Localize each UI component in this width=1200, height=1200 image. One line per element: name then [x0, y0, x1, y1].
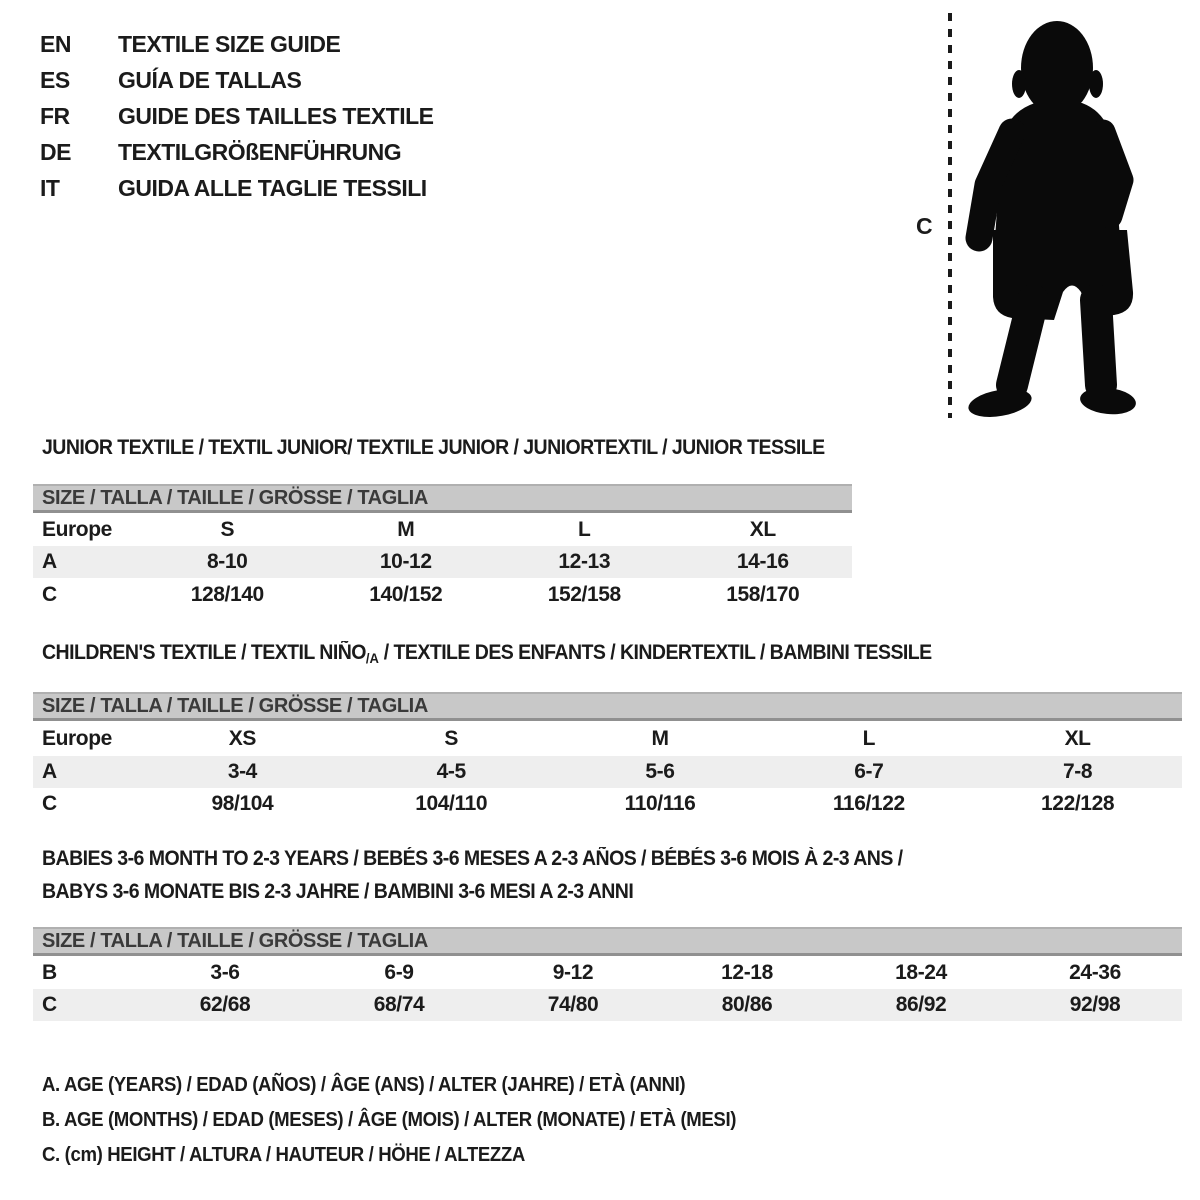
children-height-row — [33, 788, 1182, 820]
value-cell: 12-18 — [721, 960, 773, 984]
value-cell: 80/86 — [721, 993, 773, 1016]
language-row-it — [40, 170, 434, 206]
value-cell: 6-9 — [384, 960, 414, 984]
value-cell: 92/98 — [1069, 993, 1121, 1016]
value-cell: 6-7 — [854, 760, 884, 783]
row-label-cell: A — [42, 550, 57, 573]
value-cell: 7-8 — [1063, 760, 1093, 783]
language-code: ES — [40, 67, 70, 93]
children-title-sub: /A — [365, 650, 379, 666]
junior-sizes-row — [33, 513, 852, 546]
legend-line-b-text: B. AGE (MONTHS) / EDAD (MESES) / ÂGE (MOIS) / ALTER (MONATE) / ETÀ (MESI) — [42, 1109, 737, 1131]
babies-size-table — [33, 956, 1182, 1021]
toddler-shape — [966, 21, 1137, 421]
language-row-de — [40, 134, 434, 170]
value-cell: 12-13 — [558, 550, 611, 573]
size-cell: L — [862, 726, 875, 750]
language-code: FR — [40, 103, 70, 129]
row-label-cell: C — [42, 582, 57, 606]
language-row-en — [40, 26, 434, 62]
region-cell: Europe — [42, 726, 112, 750]
junior-section-title — [42, 436, 884, 460]
value-cell: 4-5 — [436, 760, 466, 783]
children-age-row — [33, 756, 1182, 788]
value-cell: 152/158 — [547, 582, 621, 606]
value-cell: 140/152 — [369, 582, 443, 606]
babies-title-line1-text: BABIES 3-6 MONTH TO 2-3 YEARS / BEBÉS 3-6 MESES A 2-3 AÑOS / BÉBÉS 3-6 MOIS À 2-3 ANS / — [42, 847, 903, 870]
language-row-fr — [40, 98, 434, 134]
language-row-es — [40, 62, 434, 98]
value-cell: 104/110 — [415, 792, 488, 815]
value-cell: 158/170 — [726, 582, 800, 606]
legend-line-c-text: C. (cm) HEIGHT / ALTURA / HAUTEUR / HÖHE / ALTEZZA — [42, 1144, 525, 1166]
value-cell: 62/68 — [199, 993, 251, 1016]
region-cell: Europe — [42, 517, 112, 541]
value-cell: 9-12 — [552, 960, 594, 984]
language-code: EN — [40, 31, 71, 57]
value-cell: 122/128 — [1041, 792, 1115, 815]
value-cell: 5-6 — [645, 760, 675, 783]
row-label-cell: A — [42, 760, 57, 783]
legend-line-b — [42, 1103, 788, 1138]
babies-title-line2-text: BABYS 3-6 MONATE BIS 2-3 JAHRE / BAMBINI 3-6 MESI A 2-3 ANNI — [42, 880, 634, 903]
size-cell: L — [578, 517, 591, 541]
size-cell: S — [444, 726, 458, 750]
size-cell: XL — [1064, 726, 1091, 750]
height-measure-label: C — [916, 213, 933, 239]
legend-line-a — [42, 1068, 788, 1103]
language-title: GUÍA DE TALLAS — [118, 67, 302, 93]
value-cell: 24-36 — [1069, 960, 1121, 984]
babies-months-row — [33, 956, 1182, 989]
junior-height-row — [33, 578, 852, 611]
junior-size-table — [33, 513, 852, 611]
size-cell: M — [397, 517, 415, 541]
children-section-title-text — [42, 641, 932, 665]
size-cell: XL — [749, 517, 776, 541]
value-cell: 3-6 — [210, 960, 240, 984]
babies-size-header-bar: SIZE / TALLA / TAILLE / GRÖSSE / TAGLIA — [33, 927, 1182, 956]
babies-section-title-line1 — [42, 847, 967, 871]
value-cell: 3-4 — [227, 760, 257, 783]
toddler-silhouette-figure — [900, 0, 1200, 430]
value-cell: 116/122 — [832, 792, 905, 815]
language-title: TEXTILE SIZE GUIDE — [118, 31, 341, 57]
size-cell: S — [220, 517, 235, 541]
size-cell: M — [651, 726, 669, 750]
value-cell: 110/116 — [624, 792, 696, 815]
value-cell: 98/104 — [211, 792, 274, 815]
junior-section-title-text: JUNIOR TEXTILE / TEXTIL JUNIOR/ TEXTILE JUNIOR / JUNIORTEXTIL / JUNIOR TESSILE — [42, 436, 825, 459]
value-cell: 74/80 — [547, 993, 599, 1016]
value-cell: 68/74 — [373, 993, 425, 1016]
value-cell: 86/92 — [895, 993, 947, 1016]
children-sizes-row — [33, 721, 1182, 756]
babies-height-row — [33, 989, 1182, 1021]
children-size-header-bar: SIZE / TALLA / TAILLE / GRÖSSE / TAGLIA — [33, 692, 1182, 721]
children-section-title — [42, 641, 999, 665]
language-title: TEXTILGRÖßENFÜHRUNG — [118, 139, 402, 165]
legend-line-a-text: A. AGE (YEARS) / EDAD (AÑOS) / ÂGE (ANS) / ALTER (JAHRE) / ETÀ (ANNI) — [42, 1074, 686, 1096]
row-label-cell: B — [42, 960, 57, 984]
language-code: DE — [40, 139, 71, 165]
language-title-list — [40, 26, 434, 206]
babies-section-title-line2 — [42, 880, 678, 904]
children-size-table — [33, 721, 1182, 820]
measurement-legend — [42, 1068, 788, 1173]
value-cell: 10-12 — [379, 550, 432, 573]
size-cell: XS — [228, 726, 256, 750]
row-label-cell: C — [42, 993, 57, 1016]
language-code: IT — [40, 175, 60, 201]
legend-line-c — [42, 1138, 788, 1173]
row-label-cell: C — [42, 792, 57, 815]
value-cell: 14-16 — [736, 550, 789, 573]
children-title-pre: CHILDREN'S TEXTILE / TEXTIL NIÑO — [42, 641, 366, 664]
value-cell: 18-24 — [895, 960, 947, 984]
value-cell: 128/140 — [190, 582, 264, 606]
junior-size-header-bar: SIZE / TALLA / TAILLE / GRÖSSE / TAGLIA — [33, 484, 852, 513]
junior-age-row — [33, 546, 852, 578]
children-title-post: / TEXTILE DES ENFANTS / KINDERTEXTIL / BAMBINI TESSILE — [378, 641, 932, 664]
language-title: GUIDA ALLE TAGLIE TESSILI — [118, 175, 427, 201]
value-cell: 8-10 — [207, 550, 248, 573]
language-title: GUIDE DES TAILLES TEXTILE — [118, 103, 434, 129]
